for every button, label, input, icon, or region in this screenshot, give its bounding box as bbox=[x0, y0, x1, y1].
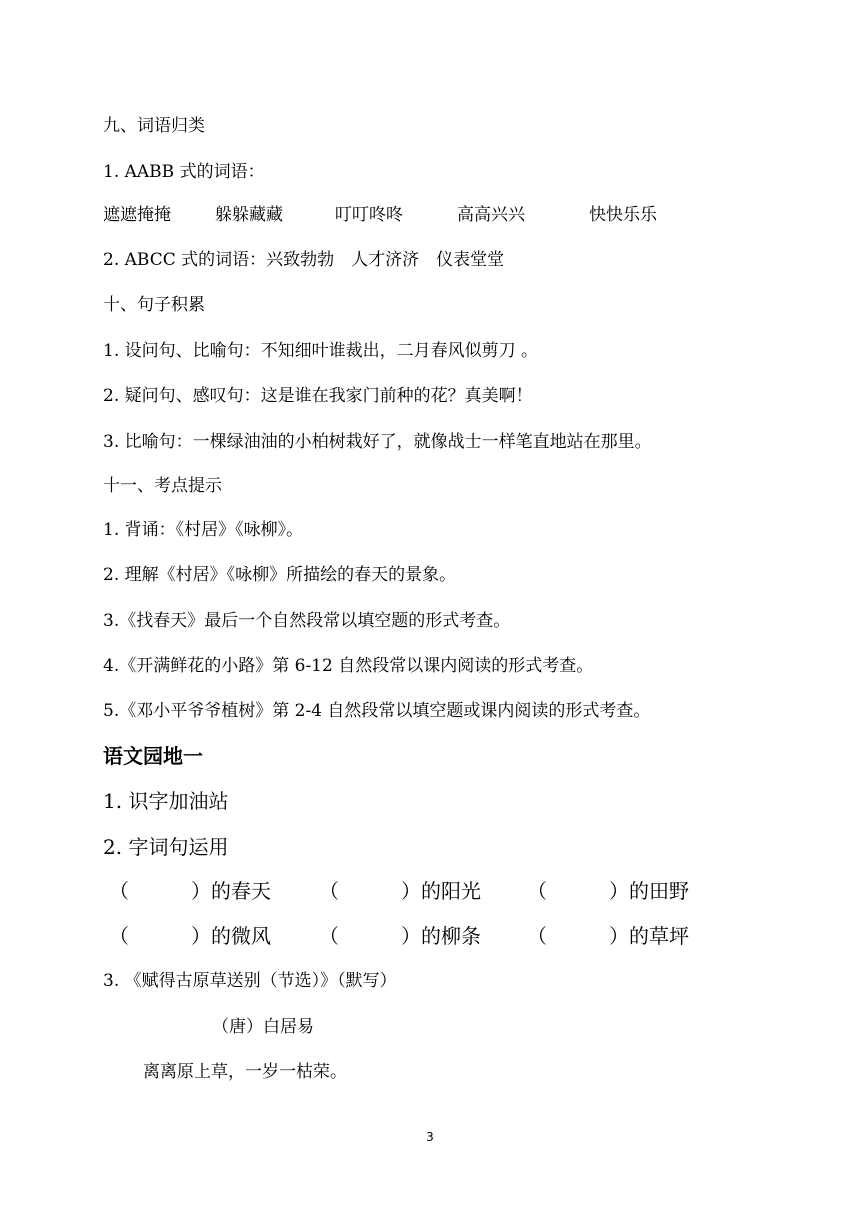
section-11-title: 十一、考点提示 bbox=[103, 476, 222, 496]
aabb-word: 高高兴兴 bbox=[457, 205, 525, 225]
section-11-item-2: 2. 理解《村居》《咏柳》所描绘的春天的景象。 bbox=[103, 565, 457, 585]
fill-blank-item: （ ）的柳条 bbox=[319, 924, 481, 948]
section-10-title: 十、句子积累 bbox=[103, 295, 205, 315]
fill-blank-item: （ ）的田野 bbox=[527, 879, 689, 903]
fill-blank-item: （ ）的春天 bbox=[109, 879, 271, 903]
section-10-item-1: 1. 设问句、比喻句：不知细叶谁裁出，二月春风似剪刀 。 bbox=[103, 341, 539, 361]
poem-line: 离离原上草，一岁一枯荣。 bbox=[143, 1062, 347, 1082]
aabb-word: 快快乐乐 bbox=[589, 205, 657, 225]
aabb-word: 叮叮咚咚 bbox=[335, 205, 403, 225]
section-9-item-2: 2. ABCC 式的词语：兴致勃勃 人才济济 仪表堂堂 bbox=[103, 250, 505, 270]
section-10-item-3: 3. 比喻句：一棵绿油油的小柏树栽好了，就像战士一样笔直地站在那里。 bbox=[103, 432, 652, 452]
fill-blank-item: （ ）的阳光 bbox=[319, 879, 481, 903]
section-11-item-5: 5.《邓小平爷爷植树》第 2-4 自然段常以填空题或课内阅读的形式考查。 bbox=[103, 701, 651, 721]
section-11-item-3: 3.《找春天》最后一个自然段常以填空题的形式考查。 bbox=[103, 611, 511, 631]
section-11-item-1: 1. 背诵：《村居》《咏柳》。 bbox=[103, 520, 304, 540]
garden-item-2: 2. 字词句运用 bbox=[103, 835, 229, 859]
section-10-item-2: 2. 疑问句、感叹句：这是谁在我家门前种的花？真美啊！ bbox=[103, 386, 533, 406]
fill-blank-item: （ ）的微风 bbox=[109, 924, 271, 948]
garden-item-1: 1. 识字加油站 bbox=[103, 789, 229, 813]
garden-item-3: 3. 《赋得古原草送别（节选）》（默写） bbox=[103, 971, 397, 991]
fill-blank-item: （ ）的草坪 bbox=[527, 924, 689, 948]
section-9-item-1: 1. AABB 式的词语： bbox=[103, 162, 265, 182]
section-9-title: 九、词语归类 bbox=[103, 116, 205, 136]
garden-heading: 语文园地一 bbox=[103, 744, 203, 768]
aabb-word: 遮遮掩掩 bbox=[103, 205, 171, 225]
page-number: 3 bbox=[426, 1130, 434, 1144]
poem-author: （唐）白居易 bbox=[212, 1017, 314, 1037]
aabb-word: 躲躲藏藏 bbox=[215, 205, 283, 225]
section-11-item-4: 4.《开满鲜花的小路》第 6-12 自然段常以课内阅读的形式考查。 bbox=[103, 656, 594, 676]
